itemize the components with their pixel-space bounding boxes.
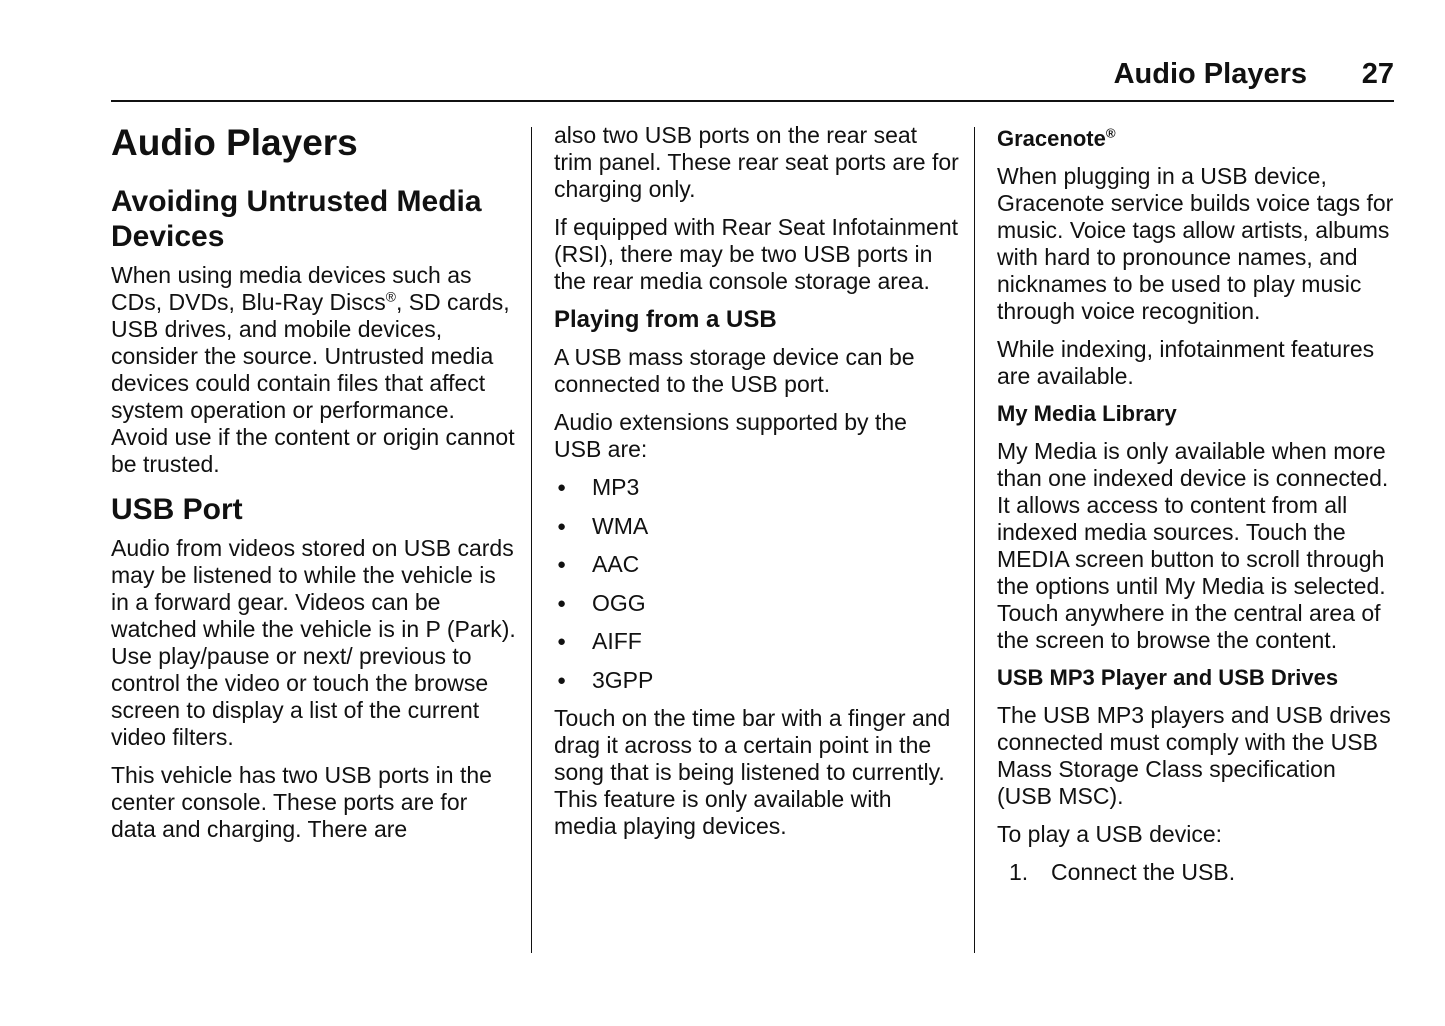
paragraph-usb-msc: The USB MP3 players and USB drives connected must comply with the USB Mass Storage Class specification (USB MSC). — [997, 702, 1391, 809]
paragraph-untrusted-media — [111, 262, 516, 478]
paragraph-my-media: My Media is only available when more than one indexed device is connected. It allows access to content from all indexed media sources. Touch the MEDIA screen button to scroll through the options until My Media is selected. Touch anywhere in the central area of the screen to browse the content. — [997, 438, 1389, 653]
column-divider — [531, 127, 532, 953]
paragraph-rsi: If equipped with Rear Seat Infotainment (RSI), there may be two USB ports in the rear media console storage area. — [554, 214, 959, 294]
heading-gracenote — [997, 126, 1397, 152]
registered-mark: ® — [1105, 125, 1116, 141]
heading-untrusted-media: Avoiding Untrusted Media Devices — [111, 185, 482, 253]
text-segment: , SD cards, USB drives, and mobile devices, consider the source. Untrusted media devices could contain files that affect system operation or performance. Avoid use if the content or origin cannot be trusted. — [111, 289, 515, 477]
heading-text: Gracenote — [997, 126, 1106, 151]
header-section-title: Audio Players — [1113, 58, 1307, 90]
page-number: 27 — [1361, 58, 1394, 90]
paragraph-to-play: To play a USB device: — [997, 821, 1223, 847]
list-item — [997, 859, 1397, 886]
list-item: ● OGG — [554, 590, 959, 617]
text-segment: When using media devices such as CDs, DVDs, Blu-Ray Discs — [111, 262, 472, 315]
list-item: ● AAC — [554, 551, 959, 578]
paragraph-time-bar: Touch on the time bar with a finger and drag it across to a certain point in the song that is being listened to currently. This feature is only available with media playing devices. — [554, 705, 951, 839]
column-right — [997, 122, 1397, 886]
paragraph-rear-ports: also two USB ports on the rear seat trim panel. These rear seat ports are for charging only. — [554, 122, 959, 202]
column-left — [111, 122, 516, 854]
list-item: ● AIFF — [554, 628, 959, 655]
column-middle — [554, 122, 959, 851]
running-header — [111, 56, 1394, 102]
paragraph-usb-ports: This vehicle has two USB ports in the center console. These ports are for data and charging. There are — [111, 762, 492, 842]
paragraph-mass-storage: A USB mass storage device can be connected to the USB port. — [554, 344, 915, 397]
paragraph-indexing: While indexing, infotainment features are available. — [997, 336, 1375, 389]
heading-usb-port: USB Port — [111, 493, 243, 526]
registered-mark: ® — [385, 289, 396, 305]
steps-list — [997, 859, 1397, 886]
step-number: 1. — [1009, 859, 1029, 885]
paragraph-audio-extensions: Audio extensions supported by the USB are: — [554, 409, 907, 462]
paragraph-usb-video: Audio from videos stored on USB cards may be listened to while the vehicle is in a forward gear. Videos can be watched while the vehicle is in P (Park). Use play/pause or next/ previous to control the video or touch the browse screen to display a list of the current video filters. — [111, 535, 516, 750]
list-item: ● WMA — [554, 513, 959, 540]
heading-usb-mp3: USB MP3 Player and USB Drives — [997, 665, 1339, 690]
heading-my-media-library: My Media Library — [997, 401, 1177, 426]
column-divider — [974, 127, 975, 953]
step-text: Connect the USB. — [1051, 859, 1236, 885]
format-list — [554, 474, 959, 694]
list-item: ● MP3 — [554, 474, 959, 501]
chapter-title: Audio Players — [111, 122, 358, 163]
paragraph-gracenote: When plugging in a USB device, Gracenote service builds voice tags for music. Voice tags allow artists, albums with hard to pronounce names, and nicknames to be used to play music through voice recognition. — [997, 163, 1394, 324]
list-item: ● 3GPP — [554, 667, 959, 694]
heading-playing-usb: Playing from a USB — [554, 306, 777, 333]
